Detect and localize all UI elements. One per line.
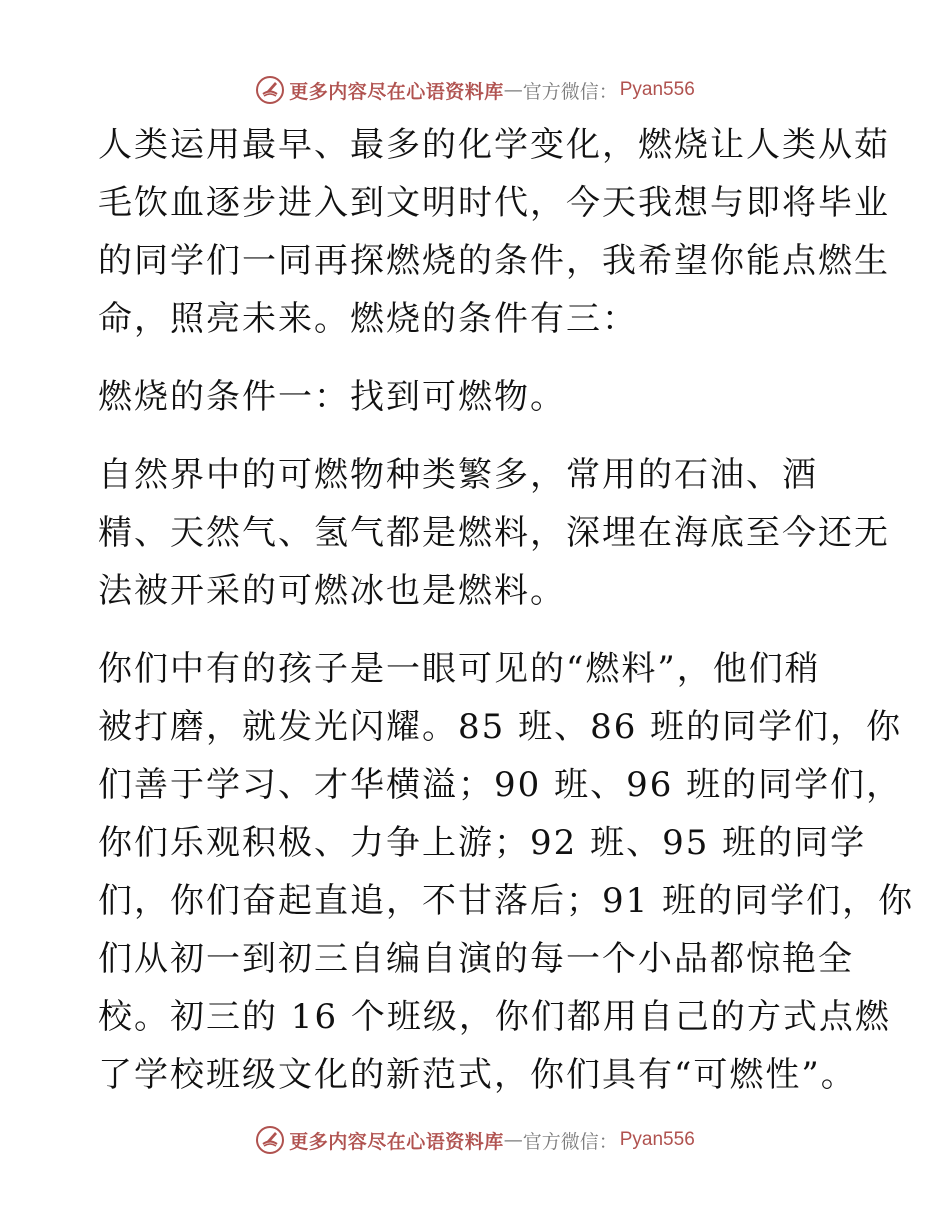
text-line: 们，你们奋起直追，不甘落后；91 班的同学们，你 — [98, 881, 915, 921]
text-line: 了学校班级文化的新范式，你们具有“可燃性”。 — [98, 1055, 857, 1095]
document-body — [98, 116, 915, 1104]
text-line: 毛饮血逐步进入到文明时代，今天我想与即将毕业 — [98, 183, 890, 223]
paragraph-students — [98, 640, 915, 1104]
footer-watermark — [0, 1122, 950, 1158]
text-line: 命，照亮未来。燃烧的条件有三： — [98, 299, 638, 339]
book-pen-logo-icon — [255, 75, 285, 105]
paragraph-intro — [98, 116, 890, 348]
text-line: 人类运用最早、最多的化学变化，燃烧让人类从茹 — [98, 125, 890, 165]
text-line: 们善于学习、才华横溢；90 班、96 班的同学们， — [98, 765, 903, 805]
watermark-dash: — — [503, 1129, 523, 1151]
text-line: 精、天然气、氢气都是燃料，深埋在海底至今还无 — [98, 513, 890, 553]
text-line: 自然界中的可燃物种类繁多，常用的石油、酒 — [98, 455, 818, 495]
watermark-dash: — — [503, 79, 523, 101]
paragraph-condition-one — [98, 368, 868, 426]
book-pen-logo-icon — [255, 1125, 285, 1155]
watermark-wechat-label: 官方微信： — [522, 1130, 618, 1153]
text-line: 法被开采的可燃冰也是燃料。 — [98, 571, 566, 611]
watermark-text: 更多内容尽在心语资料库 — [289, 80, 504, 103]
watermark-wechat-id: Pyan556 — [619, 1129, 695, 1150]
watermark-wechat-label: 官方微信： — [522, 80, 618, 103]
text-line: 燃烧的条件一：找到可燃物。 — [98, 377, 566, 417]
watermark-wechat-id: Pyan556 — [619, 79, 695, 100]
text-line: 们从初一到初三自编自演的每一个小品都惊艳全 — [98, 939, 854, 979]
text-line: 校。初三的 16 个班级，你们都用自己的方式点燃 — [98, 997, 891, 1037]
text-line: 被打磨，就发光闪耀。85 班、86 班的同学们，你 — [98, 707, 903, 747]
header-watermark — [0, 72, 950, 108]
text-line: 的同学们一同再探燃烧的条件，我希望你能点燃生 — [98, 241, 890, 281]
paragraph-fuels — [98, 446, 890, 620]
watermark-text: 更多内容尽在心语资料库 — [289, 1130, 504, 1153]
text-line: 你们乐观积极、力争上游；92 班、95 班的同学 — [98, 823, 867, 863]
text-line: 你们中有的孩子是一眼可见的“燃料”，他们稍 — [98, 649, 821, 689]
